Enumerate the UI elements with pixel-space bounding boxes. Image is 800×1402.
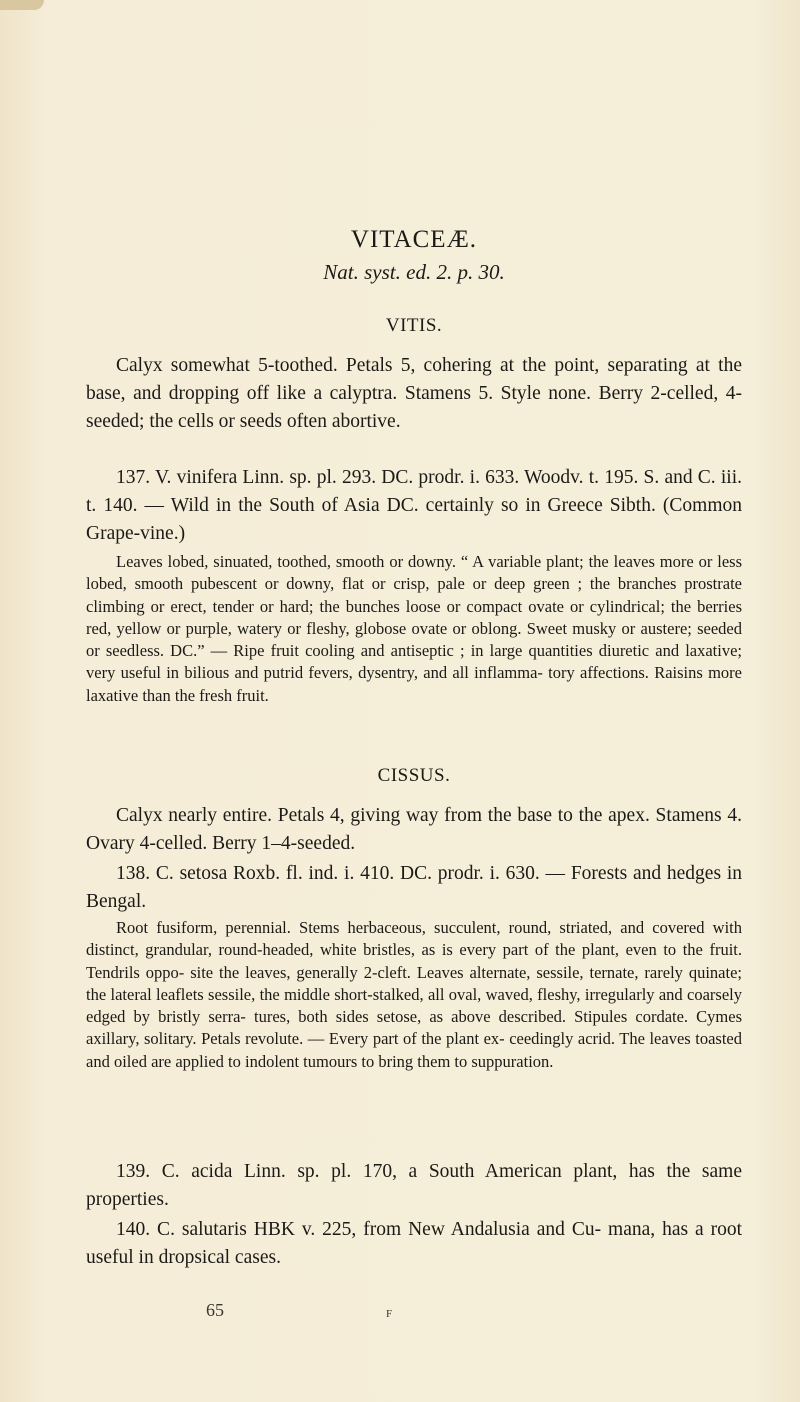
family-title: VITACEÆ. bbox=[350, 226, 478, 253]
species-138-entry: 138. C. setosa Roxb. fl. ind. i. 410. DC. prodr. i. 630. — Forests and hedges in Bengal. bbox=[86, 863, 742, 912]
genus-heading-cissus: CISSUS. bbox=[377, 765, 451, 786]
species-137-entry: 137. V. vinifera Linn. sp. pl. 293. DC. prodr. i. 633. Woodv. t. 195. S. and C. iii. t. 140. — Wild in the South of Asia DC. certainly so in Greece Sibth. (Common Grape-vine.) bbox=[86, 467, 742, 544]
species-137-notes: Leaves lobed, sinuated, toothed, smooth or downy. “ A variable plant; the leaves more or less lobed, smooth pubescent or downy, flat or crisp, pale or deep green ; the branches prostrate climbing or erect, tender or hard; the bunches loose or compact ovate or cylindrical; the berries red, yellow or purple, watery or fleshy, globose ovate or oblong. Sweet musky or austere; seeded or seedless. DC.” — Ripe fruit cooling and antiseptic ; in large quantities diuretic and laxative; very useful in bilious and putrid fevers, dysentry, and all inflamma- tory affections. Raisins more laxative than the fresh fruit. bbox=[86, 552, 742, 705]
vitis-description: Calyx somewhat 5-toothed. Petals 5, cohering at the point, separating at the base, and dropping off like a calyptra. Stamens 5. Style none. Berry 2-celled, 4-seeded; the cells or seeds often abortive. bbox=[86, 355, 742, 432]
species-138-notes: Root fusiform, perennial. Stems herbaceous, succulent, round, striated, and covered with distinct, grandular, round-headed, white bristles, as is every part of the plant, even to the fruit. Tendrils oppo- site the leaves, generally 2-cleft. Leaves alternate, sessile, ternate, rarely quinate; the lateral leaflets sessile, the middle short-stalked, all oval, waved, fleshy, irregularly and coarsely edged by bristly serra- tures, both sides setose, as above described. Stipules cordate. Cymes axillary, solitary. Petals revolute. — Every part of the plant ex- ceedingly acrid. The leaves toasted and oiled are applied to indolent tumours to bring them to suppuration. bbox=[86, 918, 742, 1071]
cissus-description: Calyx nearly entire. Petals 4, giving way from the base to the apex. Stamens 4. Ovary 4-celled. Berry 1–4-seeded. bbox=[86, 805, 742, 854]
species-139-entry: 139. C. acida Linn. sp. pl. 170, a South American plant, has the same properties. bbox=[86, 1161, 742, 1210]
page-number: 65 bbox=[206, 1300, 224, 1320]
page-corner-stain bbox=[0, 0, 44, 10]
family-reference: Nat. syst. ed. 2. p. 30. bbox=[323, 260, 505, 284]
genus-heading-vitis: VITIS. bbox=[385, 315, 443, 336]
signature-mark: F bbox=[386, 1308, 393, 1320]
species-140-entry: 140. C. salutaris HBK v. 225, from New Andalusia and Cu- mana, has a root useful in dropsical cases. bbox=[86, 1219, 742, 1268]
